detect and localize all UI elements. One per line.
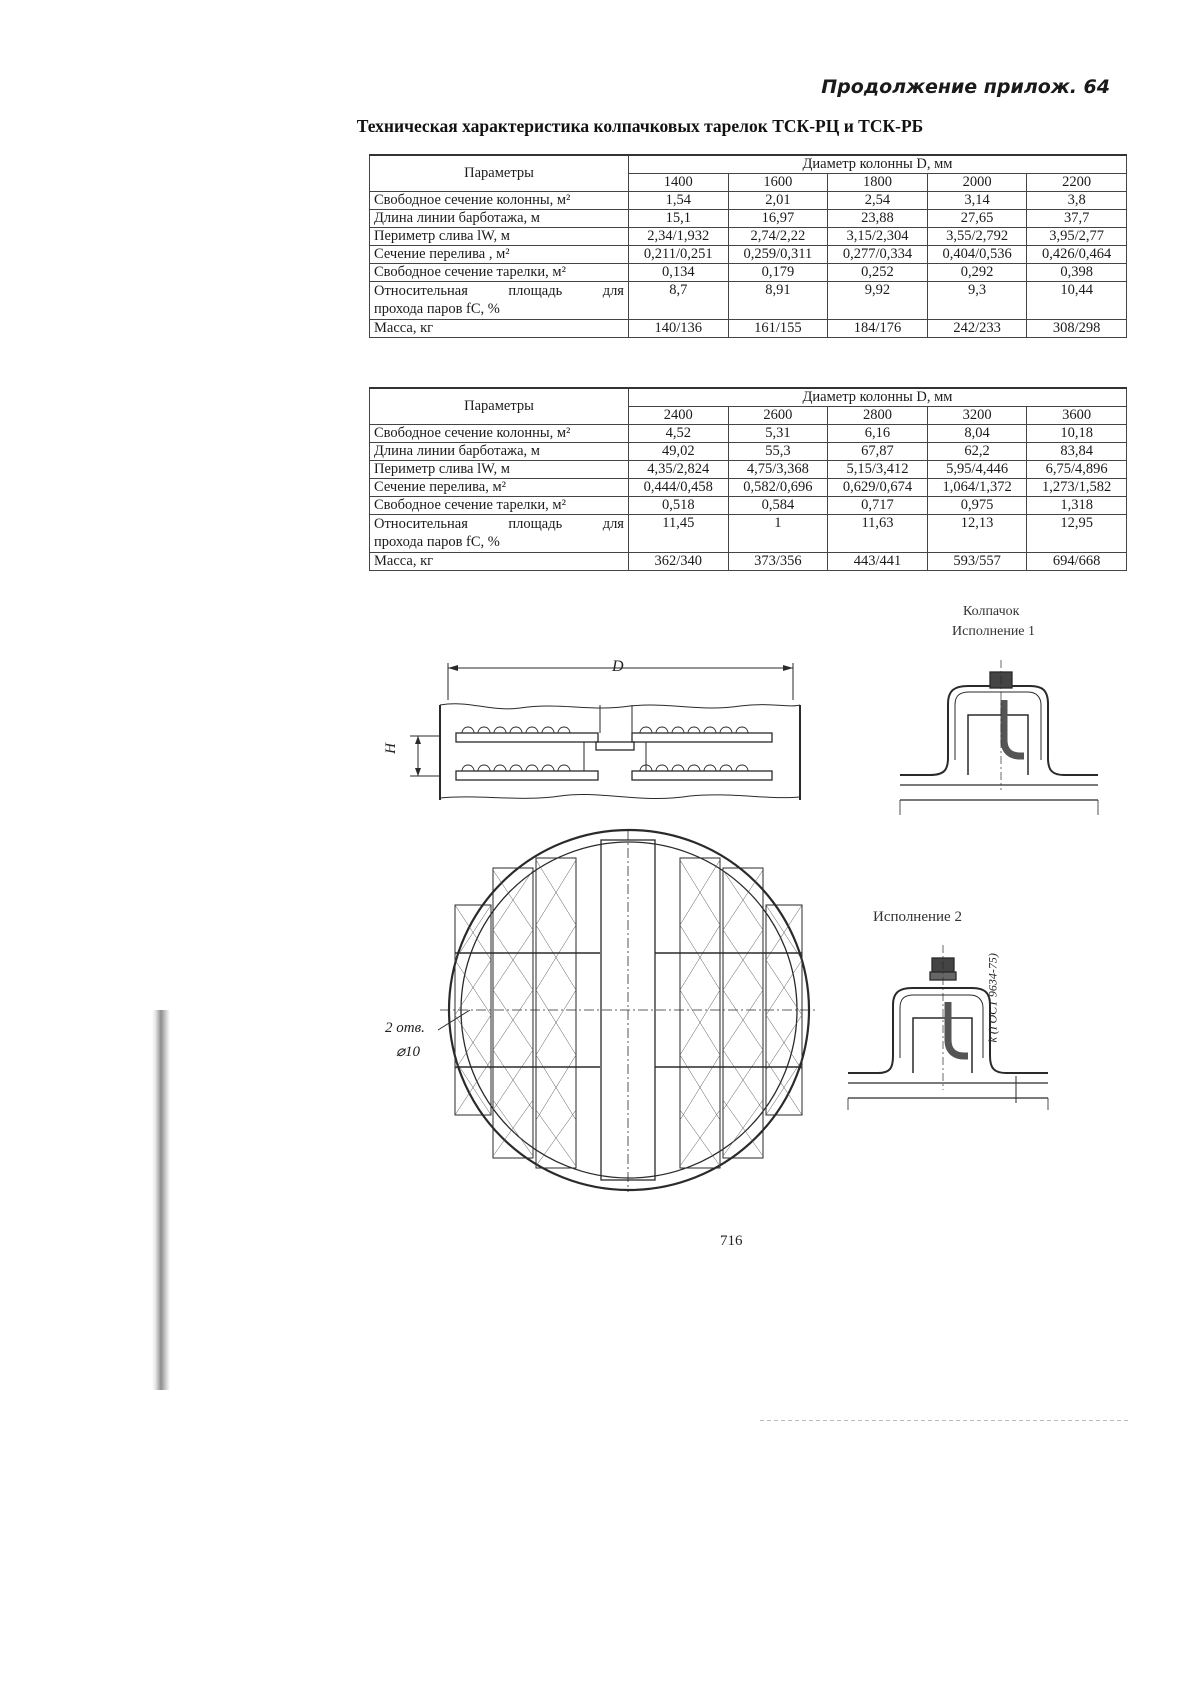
table-cell: 49,02 xyxy=(629,443,729,461)
table-cell: 0,582/0,696 xyxy=(728,479,828,497)
table-cell: 0,975 xyxy=(927,497,1027,515)
table-cell: 10,44 xyxy=(1027,282,1127,320)
page-number: 716 xyxy=(720,1233,743,1249)
table-cell: 11,45 xyxy=(629,515,729,553)
label-word: Относительная xyxy=(374,283,468,299)
diameter-header: 3600 xyxy=(1027,407,1127,425)
table-cell: 3,14 xyxy=(927,192,1027,210)
dimension-line-h xyxy=(410,736,440,776)
table-cell: 242/233 xyxy=(927,320,1027,338)
table-cell: 3,95/2,77 xyxy=(1027,228,1127,246)
row-label: Масса, кг xyxy=(370,553,629,571)
row-label: Свободное сечение тарелки, м² xyxy=(370,497,629,515)
version1-caption: Исполнение 1 xyxy=(952,624,1036,639)
diameter-header: 2400 xyxy=(629,407,729,425)
table-cell: 0,259/0,311 xyxy=(728,246,828,264)
lower-tray-left xyxy=(456,771,598,780)
table-cell: 5,15/3,412 xyxy=(828,461,928,479)
row-label: Сечение перелива, м² xyxy=(370,479,629,497)
table-cell: 4,35/2,824 xyxy=(629,461,729,479)
document-title: Техническая характеристика колпачковых тарелок ТСК-РЦ и ТСК-РБ xyxy=(356,116,924,136)
table-cell: 8,91 xyxy=(728,282,828,320)
table-cell: 593/557 xyxy=(927,553,1027,571)
table-cell: 83,84 xyxy=(1027,443,1127,461)
table-cell: 4,52 xyxy=(629,425,729,443)
table-cell: 0,717 xyxy=(828,497,928,515)
diameter-group-header: Диаметр колонны D, мм xyxy=(629,388,1127,407)
diameter-header: 1400 xyxy=(629,174,729,192)
diameter-header: 1600 xyxy=(728,174,828,192)
label-word: для xyxy=(602,516,624,532)
table-cell: 1,318 xyxy=(1027,497,1127,515)
row-label: Периметр слива lW, м xyxy=(370,228,629,246)
table-cell: 2,54 xyxy=(828,192,928,210)
diameter-group-header: Диаметр колонны D, мм xyxy=(629,155,1127,174)
table-cell: 9,3 xyxy=(927,282,1027,320)
dimension-d-label: D xyxy=(612,658,624,675)
table-cell: 308/298 xyxy=(1027,320,1127,338)
table-cell: 373/356 xyxy=(728,553,828,571)
table-cell: 0,584 xyxy=(728,497,828,515)
holes-label: 2 отв. xyxy=(385,1020,425,1036)
table-cell: 0,211/0,251 xyxy=(629,246,729,264)
table-cell: 5,31 xyxy=(728,425,828,443)
table-cell: 140/136 xyxy=(629,320,729,338)
table-cell: 37,7 xyxy=(1027,210,1127,228)
table-cell: 0,179 xyxy=(728,264,828,282)
diameter-header: 2200 xyxy=(1027,174,1127,192)
row-label: Длина линии барботажа, м xyxy=(370,443,629,461)
diameter-header: 2000 xyxy=(927,174,1027,192)
table-cell: 27,65 xyxy=(927,210,1027,228)
table-cell: 0,277/0,334 xyxy=(828,246,928,264)
table-cell: 1,064/1,372 xyxy=(927,479,1027,497)
table-cell: 0,404/0,536 xyxy=(927,246,1027,264)
cap-version-1 xyxy=(900,660,1098,815)
table-cell: 8,7 xyxy=(629,282,729,320)
upper-tray-left xyxy=(456,733,598,742)
table-cell: 0,252 xyxy=(828,264,928,282)
cap-caption: Колпачок xyxy=(963,604,1020,619)
table-cell: 4,75/3,368 xyxy=(728,461,828,479)
table-cell: 694/668 xyxy=(1027,553,1127,571)
row-label-line2: прохода паров fC, % xyxy=(374,534,500,550)
table-cell: 8,04 xyxy=(927,425,1027,443)
table-cell: 55,3 xyxy=(728,443,828,461)
table-cell: 10,18 xyxy=(1027,425,1127,443)
scan-artifact-strip xyxy=(152,1010,170,1390)
table-cell: 443/441 xyxy=(828,553,928,571)
table-cell: 1 xyxy=(728,515,828,553)
table-cell: 1,54 xyxy=(629,192,729,210)
table-cell: 2,34/1,932 xyxy=(629,228,729,246)
row-label: Свободное сечение колонны, м² xyxy=(370,425,629,443)
table-cell: 12,13 xyxy=(927,515,1027,553)
dimension-h-label: H xyxy=(382,743,399,754)
upper-tray-right xyxy=(632,733,772,742)
tray-plan-view xyxy=(438,830,818,1192)
table-cell: 0,134 xyxy=(629,264,729,282)
row-label: Масса, кг xyxy=(370,320,629,338)
table-cell: 161/155 xyxy=(728,320,828,338)
row-label: Свободное сечение тарелки, м² xyxy=(370,264,629,282)
param-header: Параметры xyxy=(370,388,629,425)
param-header: Параметры xyxy=(370,155,629,192)
scan-artifact-line xyxy=(760,1420,1130,1421)
lower-tray-right xyxy=(632,771,772,780)
label-word: Относительная xyxy=(374,516,468,532)
diameter-header: 2600 xyxy=(728,407,828,425)
table-cell: 0,426/0,464 xyxy=(1027,246,1127,264)
table-cell: 1,273/1,582 xyxy=(1027,479,1127,497)
row-label: Периметр слива lW, м xyxy=(370,461,629,479)
table-cell: 3,55/2,792 xyxy=(927,228,1027,246)
table-cell: 67,87 xyxy=(828,443,928,461)
table-cell: 184/176 xyxy=(828,320,928,338)
holes-leader-line xyxy=(438,1010,470,1030)
table-cell: 23,88 xyxy=(828,210,928,228)
row-label: Сечение перелива , м² xyxy=(370,246,629,264)
table-cell: 6,75/4,896 xyxy=(1027,461,1127,479)
table-cell: 12,95 xyxy=(1027,515,1127,553)
diameter-header: 1800 xyxy=(828,174,928,192)
cap-version-2 xyxy=(848,945,1048,1110)
label-word: для xyxy=(602,283,624,299)
diameter-header: 2800 xyxy=(828,407,928,425)
running-head: Продолжение прилож. 64 xyxy=(821,76,1110,98)
table-cell: 0,292 xyxy=(927,264,1027,282)
table-cell: 362/340 xyxy=(629,553,729,571)
table-cell: 0,518 xyxy=(629,497,729,515)
table-cell: 11,63 xyxy=(828,515,928,553)
holes-diameter-label: ⌀10 xyxy=(396,1044,421,1060)
row-label: Свободное сечение колонны, м² xyxy=(370,192,629,210)
table-cell: 0,398 xyxy=(1027,264,1127,282)
table-cell: 16,97 xyxy=(728,210,828,228)
table-cell: 0,629/0,674 xyxy=(828,479,928,497)
table-cell: 3,15/2,304 xyxy=(828,228,928,246)
table-cell: 0,444/0,458 xyxy=(629,479,729,497)
version2-caption: Исполнение 2 xyxy=(873,909,962,925)
gost-note: k (ГОСТ 9634-75) xyxy=(985,953,1000,1043)
table-cell: 15,1 xyxy=(629,210,729,228)
table-cell: 6,16 xyxy=(828,425,928,443)
table-cell: 9,92 xyxy=(828,282,928,320)
label-word: площадь xyxy=(508,516,563,532)
row-label: Длина линии барботажа, м xyxy=(370,210,629,228)
table-cell: 62,2 xyxy=(927,443,1027,461)
table-cell: 3,8 xyxy=(1027,192,1127,210)
column-section-view xyxy=(410,663,800,800)
row-label-line2: прохода паров fC, % xyxy=(374,301,500,317)
label-word: площадь xyxy=(508,283,563,299)
table-cell: 2,74/2,22 xyxy=(728,228,828,246)
diameter-header: 3200 xyxy=(927,407,1027,425)
table-cell: 5,95/4,446 xyxy=(927,461,1027,479)
table-cell: 2,01 xyxy=(728,192,828,210)
